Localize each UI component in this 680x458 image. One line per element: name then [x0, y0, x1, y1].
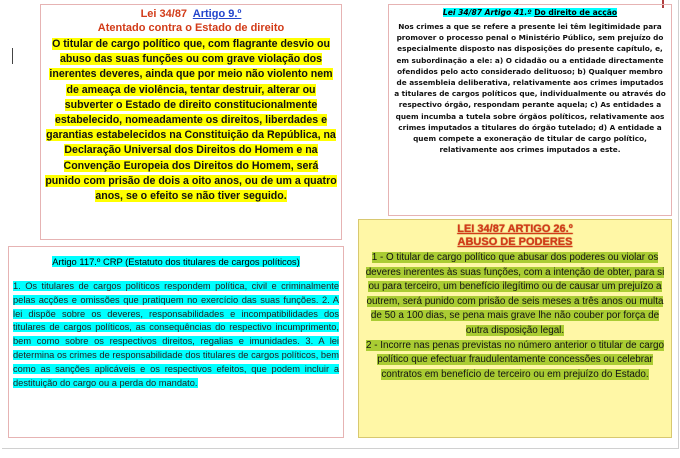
box-art26-title-line2: ABUSO DE PODERES	[457, 236, 573, 248]
article-reference: Artigo 9.º	[192, 8, 242, 20]
box-art26-title-line1: LEI 34/87 ARTIGO 26.º	[457, 223, 573, 235]
box-art26-title	[362, 223, 668, 249]
box-art41-title-topic: Do direito de acção	[534, 8, 618, 17]
box-art117-title: Artigo 117.º CRP (Estatuto dos titulares de cargos políticos)	[52, 256, 300, 267]
box-art41-title	[393, 7, 667, 18]
box-art9-title	[45, 7, 337, 21]
text-box-artigo-117[interactable]	[8, 246, 344, 438]
text-box-artigo-41[interactable]	[388, 4, 672, 216]
text-box-artigo-9[interactable]	[40, 4, 342, 240]
box-art26-paragraph-2: 2 - Incorre nas penas previstas no número anterior o titular de cargo político que efectuar fraudulentamente concessões ou celebrar contratos em benefício de terceiro ou em prejuízo do Estado.	[365, 339, 665, 380]
box-art117-body: 1. Os titulares de cargos políticos respondem política, civil e criminalmente pelas acções e omissões que pratiquem no exercício das suas funções. 2. A lei dispõe sobre os deveres, responsabilidades e incompatibilidades dos titulares de cargos políticos, as consequências do respectivo incumprimento, bem como sobre os respectivos direitos, regalias e imunidades. 3. A lei determina os crimes de responsabilidade dos titulares de cargos políticos, bem como as sanções aplicáveis e os respectivos efeitos, que podem incluir a destituição do cargo ou a perda do mandato.	[13, 281, 339, 388]
box-art9-subtitle: Atentado contra o Estado de direito	[97, 22, 285, 34]
law-reference: Lei 34/87	[140, 8, 188, 20]
box-art41-title-prefix: Lei 34/87 Artigo 41.º	[442, 8, 532, 17]
box-art9-body: O titular de cargo político que, com flagrante desvio ou abuso das suas funções ou com grave violação dos inerentes deveres, ainda que por meio não violento nem de ameaça de violência, tentar destruir, alterar ou subverter o Estado de direito constitucionalmente estabelecido, nomeadamente os direitos, liberdades e garantias estabelecidos na Constituição da República, na Declaração Universal dos Direitos do Homem e na Convenção Europeia dos Direitos do Homem, será punido com prisão de dois a oito anos, ou de um a quatro anos, se o efeito se não tiver seguido.	[45, 38, 337, 203]
box-art41-body: Nos crimes a que se refere a presente lei têm legitimidade para promover o processo penal o Ministério Público, sem prejuízo do especialmente disposto nas disposições do presente capítulo, e, em subordinação a ele: a) O cidadão ou a entidade directamente ofendidos pelo acto considerado delituoso; b) Qualquer membro de assembleia deliberativa, relativamente aos crimes imputados a titulares de cargos políticos que, individualmente ou através do respectivo órgão, respondam perante aquela; c) As entidades a quem incumba a tutela sobre órgãos políticos, relativamente aos crimes imputados a titulares do órgão tutelado; d) A entidade a quem compete a exoneração de titular de cargo político, relativamente aos crimes imputados a este.	[394, 22, 666, 155]
text-box-artigo-26[interactable]	[358, 219, 672, 438]
box-art26-paragraph-1: 1 - O titular de cargo político que abusar dos poderes ou violar os deveres inerentes às suas funções, com a intenção de obter, para si ou para terceiro, um benefício ilegítimo ou de causar um prejuízo a outrem, será punido com prisão de seis meses a três anos ou multa de 50 a 100 dias, se pena mais grave lhe não couber por força de outra disposição legal.	[365, 252, 665, 336]
text-cursor	[12, 48, 13, 64]
